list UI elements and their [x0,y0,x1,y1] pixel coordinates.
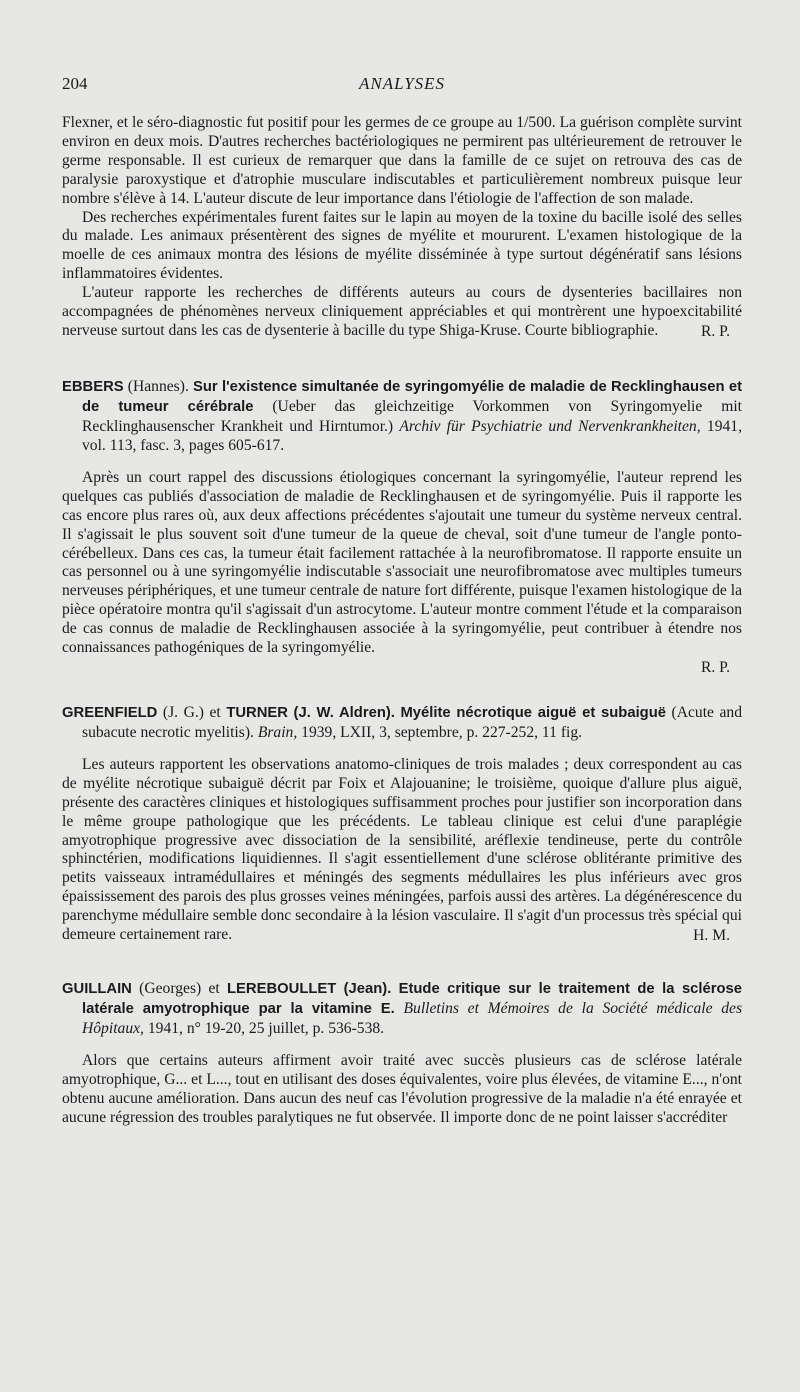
bibliographic-reference [62,979,742,1038]
author-firstname: (Georges) [139,980,202,997]
conjunction: et [209,703,221,721]
bibliographic-reference [62,703,742,742]
journal-name: Archiv für Psychiatrie und Nervenkrankheiten, [399,417,701,435]
original-title: (Acute and subacute necrotic myelitis). [82,703,743,741]
reviewer-signature: R. P. [700,322,730,340]
author-name: EBBERS [62,378,124,395]
paragraph-text: Les auteurs rapportent les observations anatomo-cliniques de trois malades ; deux correspondent au cas de myélite nécrotique subaiguë décrit par Foix et Alajouanine; le troisième, quoique d'allure plus aiguë, présente des caractères cliniques et histologiques suffisamment proches pour justifier son incorporation dans le même groupe pathologique que les précédents. Le tableau clinique est celui d'une paraplégie amyotrophique progressive avec dissociation de la sensibilité, aréflexie tendineuse, perte du contrôle sphinctérien, modifications liquidiennes. Il s'agit essentiellement d'une sclérose oblitérante primitive des petits vaisseaux intramédullaires et méningés des segments médullaires les plus inférieurs avec gros épaississement des parois des plus grosses veines méningées, parfois aussi des artères. La dégénérescence du parenchyme médullaire semble donc secondaire à la lésion vasculaire. Il s'agit d'un processus très spécial qui demeure certainement rare. [62,755,742,944]
paragraph: Alors que certains auteurs affirment avoir traité avec succès plusieurs cas de sclérose latérale amyotrophique, G... et L..., tout en utilisant des doses équivalentes, voire plus élevées, de vitamine E..., n'ont obtenu aucune amélioration. Dans aucun des neuf cas l'évolution progressive de la maladie n'a été enrayée et aucune régression des troubles paralytiques ne fut observée. Il importe donc de ne point laisser s'accréditer [62,1052,742,1126]
page-content [62,114,742,1128]
article-title: Myélite nécrotique aiguë et subaiguë [400,704,666,721]
analysis-entry-ebbers [62,377,742,677]
journal-name: Bulletins et Mémoires de la Société médicale des Hôpitaux, [82,1000,743,1037]
author-firstname: (J. W. Aldren). [293,704,395,721]
paragraph [62,756,742,945]
analysis-entry-greenfield [62,703,742,945]
analysis-entry-guillain [62,979,742,1128]
author-name: TURNER [226,704,288,721]
publication-details: 1939, LXII, 3, septembre, p. 227-252, 11 fig. [301,723,583,741]
article-title: Sur l'existence simultanée de syringomyélie de maladie de Recklinghausen et de tumeur cérébrale [82,378,743,415]
paragraph: Des recherches expérimentales furent faites sur le lapin au moyen de la toxine du bacille isolé des selles du malade. Les animaux présentèrent des signes de myélite et moururent. L'examen histologique de la moelle de ces animaux montra des lésions de myélite disséminée à type surtout dégénératif sans lésions inflammatoires évidentes. [62,208,742,283]
article-title: Etude critique sur le traitement de la sclérose latérale amyotrophique par la vitamine E. [82,981,742,1017]
author-name: GREENFIELD [62,704,158,721]
author-name: GUILLAIN [62,981,132,997]
publication-details: 1941, n° 19-20, 25 juillet, p. 536-538. [147,1020,385,1037]
paragraph-text: L'auteur rapporte les recherches de différents auteurs au cours de dysenteries bacillaires non accompagnées de phénomènes nerveux cliniquement appréciables et qui montrèrent une hypoexcitabilité nerveuse surtout dans les cas de dysenterie à bacille du type Shiga-Kruse. Courte bibliographie. [62,284,742,339]
page-number: 204 [62,74,88,93]
bibliographic-reference [62,377,742,455]
author-firstname: (Hannes). [127,377,189,395]
author-firstname: (Jean). [343,981,392,997]
original-title: (Ueber das gleichzeitige Vorkommen von Syringomyelie mit Recklinghausenscher Krankheit und Hirntumor.) [82,397,743,435]
running-head: ANALYSES [358,74,446,93]
reviewer-signature: H. M. [693,927,730,945]
reviewer-signature: R. P. [700,658,730,676]
publication-details: 1941, vol. 113, fasc. 3, pages 605-617. [82,417,742,454]
paragraph: Après un court rappel des discussions étiologiques concernant la syringomyélie, l'auteur reprend les quelques cas publiés d'association de maladie de Recklinghausen et de syringomyélie. Puis il rapporte les cas encore plus rares où, aux deux affections précédentes s'ajoutait une tumeur du système nerveux central. Il s'agissait le plus souvent soit d'une tumeur de la queue de cheval, soit d'une tumeur de l'angle ponto-cérébelleux. Dans ces cas, la tumeur était facilement rattachée à la neurofibromatose. Il rapporte ensuite un cas personnel ou à une syringomyélie indiscutable s'associait une neurofibromatose avec multiples tumeurs nerveuses périphériques, et une tumeur centrale de nature fort différente, puisque l'examen histologique de la pièce opératoire montra qu'il s'agissait d'un astrocytome. L'auteur montre comment l'étude et la comparaison de cas connus de maladie de Recklinghausen associée à la syringomyélie, peut contribuer à étendre nos connaissances pathogéniques de la syringomyélie. [62,468,742,657]
journal-name: Brain, [257,723,298,741]
conjunction: et [208,980,220,997]
author-name: LEREBOULLET [227,981,337,997]
author-firstname: (J. G.) [162,703,204,721]
page-header [62,74,742,98]
analysis-continued [62,114,742,341]
paragraph: Flexner, et le séro-diagnostic fut positif pour les germes de ce groupe au 1/500. La guérison complète survint environ en deux mois. D'autres recherches bactériologiques ne permirent pas ultérieurement de retrouver le germe responsable. Il est curieux de remarquer que dans la famille de ce sujet on retrouva des cas de paralysie paroxystique et d'atrophie musculare indiscutables et particulièrement nombreux puisque leur nombre s'élève à 14. L'auteur discute de leur importance dans l'étiologie de l'affection de son malade. [62,114,742,207]
paragraph [62,284,742,341]
